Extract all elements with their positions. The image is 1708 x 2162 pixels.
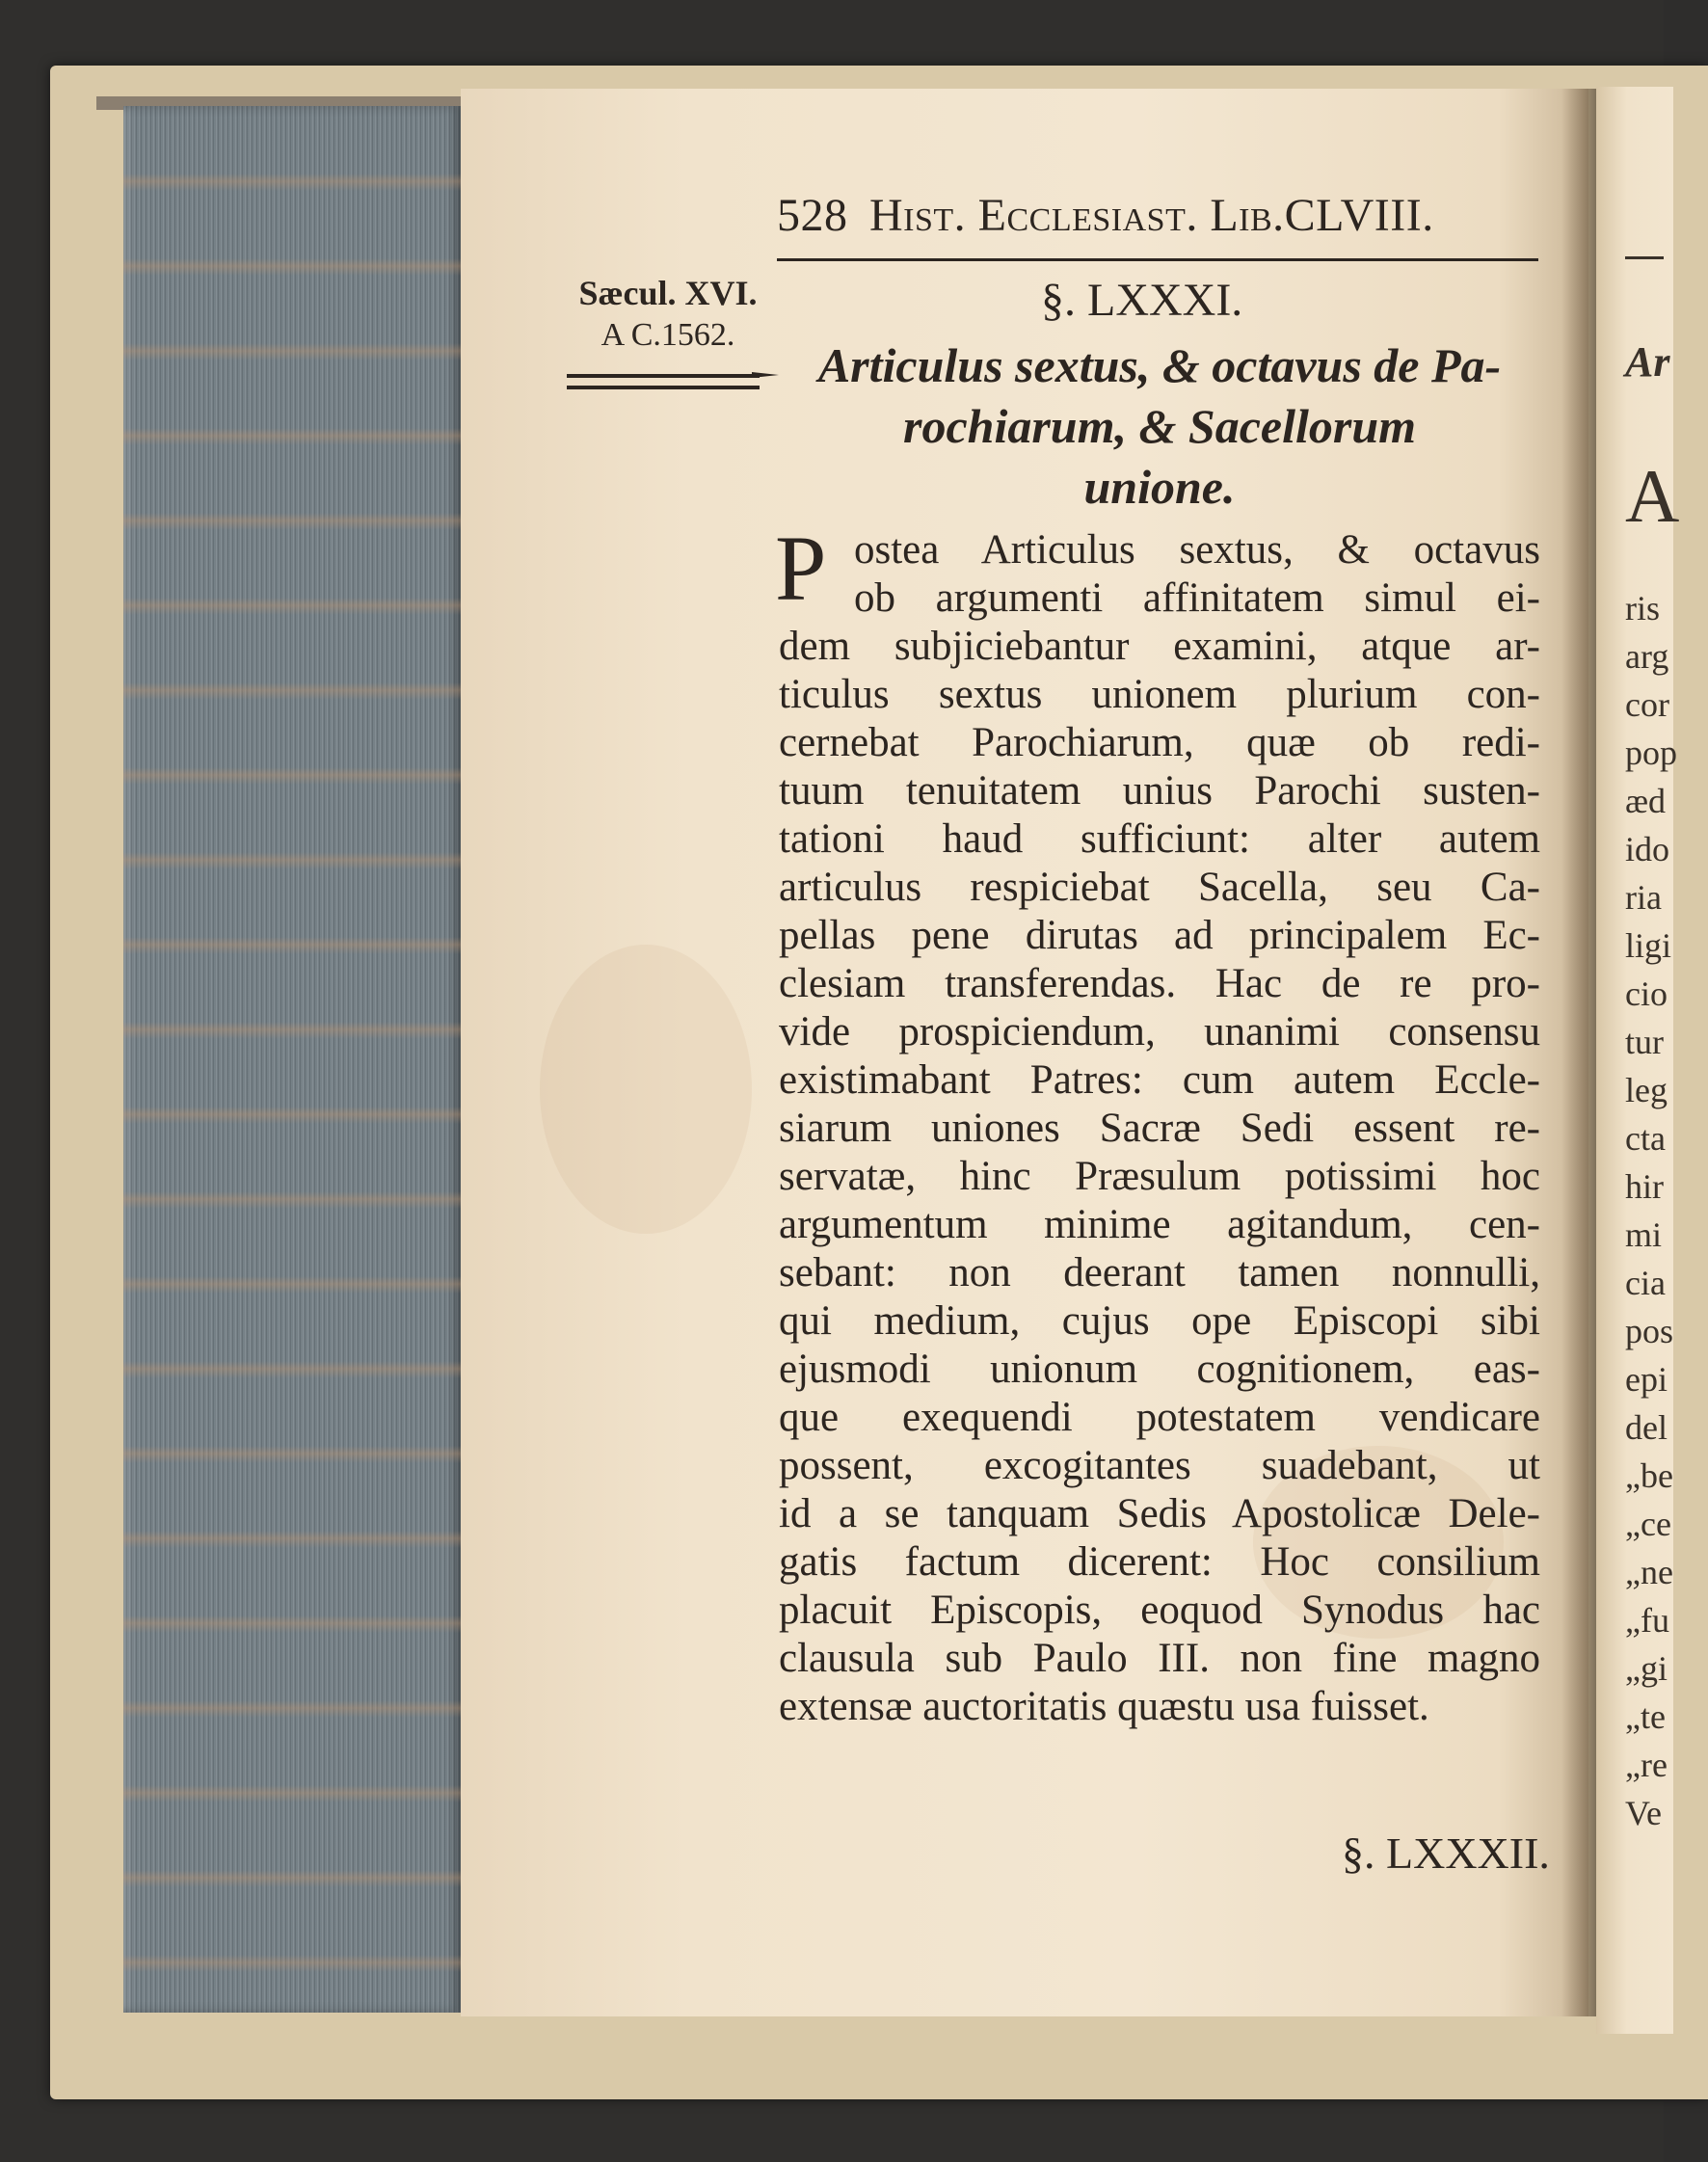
head-rule bbox=[777, 258, 1538, 261]
facing-line-fragment: ris bbox=[1625, 589, 1660, 627]
facing-line-fragment: „re bbox=[1625, 1746, 1668, 1784]
facing-line-fragment: „fu bbox=[1625, 1601, 1669, 1640]
body-line: vide prospiciendum, unanimi consensu bbox=[779, 1009, 1540, 1054]
section-number: §. LXXXI. bbox=[1041, 275, 1243, 326]
facing-line-fragment: mi bbox=[1625, 1215, 1663, 1254]
section-title-line: unione. bbox=[1083, 460, 1236, 514]
body-text bbox=[779, 526, 1540, 1731]
facing-head-rule bbox=[1625, 256, 1664, 259]
margin-rule bbox=[567, 386, 760, 389]
facing-line-fragment: „ce bbox=[1625, 1505, 1671, 1543]
body-line: articulus respiciebat Sacella, seu Ca- bbox=[779, 865, 1540, 910]
body-line: siarum uniones Sacræ Sedi essent re- bbox=[779, 1106, 1540, 1151]
facing-line-fragment: del bbox=[1625, 1408, 1668, 1447]
section-title-line: Articulus sextus, & octavus de Pa- bbox=[817, 338, 1502, 392]
margin-rule bbox=[567, 374, 760, 378]
body-line: qui medium, cujus ope Episcopi sibi bbox=[779, 1298, 1540, 1344]
facing-line-fragment: Ve bbox=[1625, 1794, 1662, 1832]
facing-line-fragment: tur bbox=[1625, 1023, 1664, 1061]
margin-note-year: A C.1562. bbox=[600, 317, 735, 353]
running-title: Hist. Ecclesiast. bbox=[869, 190, 1198, 241]
body-line: cernebat Parochiarum, quæ ob redi- bbox=[779, 720, 1540, 765]
body-line: clesiam transferendas. Hac de re pro- bbox=[779, 961, 1540, 1006]
catchword: §. LXXXII. bbox=[1342, 1828, 1550, 1878]
facing-line-fragment: „be bbox=[1625, 1456, 1673, 1495]
facing-line-fragment: cio bbox=[1625, 974, 1668, 1013]
margin-note bbox=[567, 272, 769, 357]
facing-line-fragment: hir bbox=[1625, 1167, 1664, 1206]
paper-stain bbox=[540, 945, 752, 1234]
body-line: placuit Episcopis, eoquod Synodus hac bbox=[779, 1588, 1540, 1633]
body-line: ejusmodi unionum cognitionem, eas- bbox=[779, 1347, 1540, 1392]
body-line: tationi haud sufficiunt: alter autem bbox=[779, 816, 1540, 862]
body-line: ob argumenti affinitatem simul ei- bbox=[854, 575, 1540, 621]
facing-line-fragment: „gi bbox=[1625, 1649, 1668, 1688]
page-number: 528 bbox=[777, 190, 848, 241]
facing-line-fragment: leg bbox=[1625, 1071, 1668, 1109]
body-line: existimabant Patres: cum autem Eccle- bbox=[779, 1057, 1540, 1103]
body-line: id a se tanquam Sedis Apostolicæ Dele- bbox=[779, 1491, 1540, 1536]
facing-line-fragment: „te bbox=[1625, 1697, 1666, 1736]
facing-heading-fragment: Ar bbox=[1625, 338, 1670, 386]
running-head bbox=[777, 189, 1434, 242]
body-line: possent, excogitantes suadebant, ut bbox=[779, 1443, 1540, 1488]
drop-cap: P bbox=[775, 517, 827, 620]
facing-line-fragment: cta bbox=[1625, 1119, 1666, 1158]
facing-line-fragment: pop bbox=[1625, 734, 1677, 772]
body-line: dem subjiciebantur examini, atque ar- bbox=[779, 624, 1540, 669]
facing-line-fragment: epi bbox=[1625, 1360, 1668, 1399]
facing-line-fragment: æd bbox=[1625, 782, 1667, 820]
running-book: Lib.CLVIII. bbox=[1210, 190, 1434, 241]
body-line: ostea Articulus sextus, & octavus bbox=[854, 527, 1540, 573]
body-line: tuum tenuitatem unius Parochi susten- bbox=[779, 768, 1540, 814]
body-line: argumentum minime agitandum, cen- bbox=[779, 1202, 1540, 1247]
section-title-line: rochiarum, & Sacellorum bbox=[902, 399, 1417, 453]
body-line: servatæ, hinc Præsulum potissimi hoc bbox=[779, 1154, 1540, 1199]
facing-line-fragment: „ne bbox=[1625, 1553, 1673, 1591]
gutter-shadow bbox=[1561, 89, 1600, 2016]
facing-line-fragment: ligi bbox=[1625, 926, 1672, 965]
page-block-edges bbox=[123, 106, 461, 2013]
body-line: sebant: non deerant tamen nonnulli, bbox=[779, 1250, 1540, 1295]
facing-line-fragment: ido bbox=[1625, 830, 1670, 868]
body-line: extensæ auctoritatis quæstu usa fuisset. bbox=[779, 1684, 1429, 1729]
facing-line-fragment: cia bbox=[1625, 1264, 1666, 1302]
body-line: ticulus sextus unionem plurium con- bbox=[779, 672, 1540, 717]
body-line: pellas pene dirutas ad principalem Ec- bbox=[779, 913, 1540, 958]
facing-line-fragment: arg bbox=[1625, 637, 1669, 676]
body-line: que exequendi potestatem vendicare bbox=[779, 1395, 1540, 1440]
margin-note-century: Sæcul. XVI. bbox=[578, 274, 758, 312]
body-line: clausula sub Paulo III. non fine magno bbox=[779, 1636, 1540, 1681]
facing-drop-cap: A bbox=[1625, 454, 1680, 538]
facing-line-fragment: pos bbox=[1625, 1312, 1674, 1350]
body-line: gatis factum dicerent: Hoc consilium bbox=[779, 1539, 1540, 1585]
facing-line-fragment: cor bbox=[1625, 685, 1669, 724]
facing-line-fragment: ria bbox=[1625, 878, 1662, 917]
section-title bbox=[779, 335, 1540, 518]
